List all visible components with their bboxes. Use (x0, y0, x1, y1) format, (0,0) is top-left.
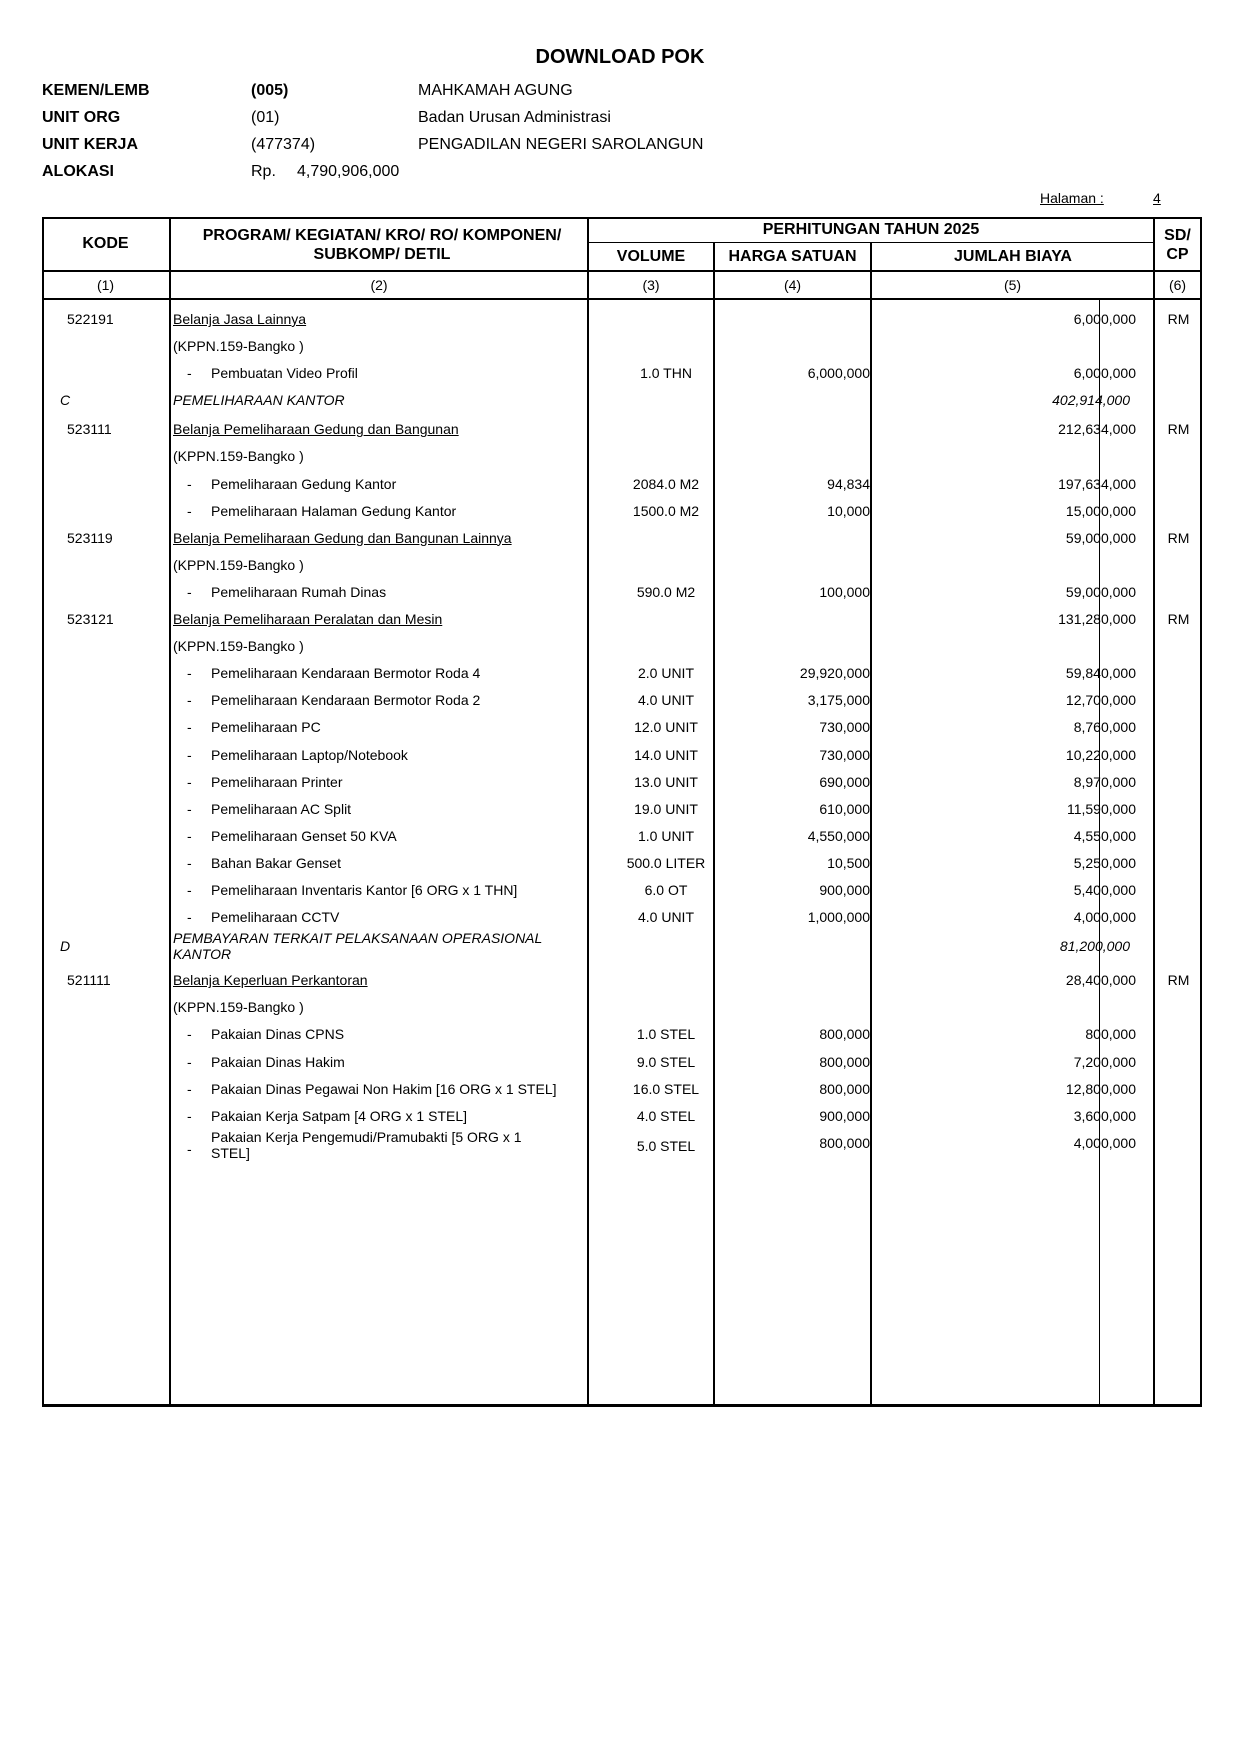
akun-code: 523119 (67, 529, 113, 546)
kppn-label: (KPPN.159-Bangko ) (173, 556, 304, 573)
detail-label: Pemeliharaan CCTV (211, 909, 340, 926)
jumlah-cell: 59,840,000 (1065, 665, 1136, 682)
akun-code: 523111 (67, 421, 112, 438)
header-kode: KODE (82, 235, 129, 252)
colnum-4: (4) (783, 277, 802, 293)
detail-label: Pemeliharaan Halaman Gedung Kantor (211, 502, 457, 519)
volume-cell: 6.0 OT (644, 882, 688, 898)
jumlah-cell: 6,000,000 (1073, 311, 1136, 327)
halaman-number: 4 (1153, 190, 1161, 206)
harga-cell: 610,000 (819, 800, 870, 817)
detail-dash: - (187, 583, 192, 600)
alokasi-label: ALOKASI (42, 163, 114, 180)
harga-cell: 800,000 (819, 1053, 870, 1070)
table-row (42, 930, 1202, 972)
volume-cell: 14.0 UNIT (634, 746, 698, 763)
jumlah-cell: 7,200,000 (1073, 1053, 1136, 1070)
detail-dash: - (187, 365, 192, 382)
harga-cell: 4,550,000 (807, 827, 870, 844)
harga-cell: 6,000,000 (807, 365, 870, 382)
table-row (42, 665, 1202, 692)
detail-dash: - (187, 746, 192, 763)
table-row (42, 311, 1202, 338)
table-row (42, 338, 1202, 365)
header-sdcp: SD/ CP (1164, 226, 1191, 263)
table-row (42, 719, 1202, 746)
jumlah-cell: 8,760,000 (1073, 719, 1136, 736)
detail-label: Pakaian Kerja Satpam [4 ORG x 1 STEL] (211, 1107, 468, 1124)
detail-dash: - (187, 909, 192, 926)
detail-label: Pakaian Dinas CPNS (211, 1026, 345, 1043)
detail-label: Pemeliharaan Rumah Dinas (211, 583, 387, 600)
detail-label: Bahan Bakar Genset (211, 854, 341, 871)
info-value: PENGADILAN NEGERI SAROLANGUN (418, 136, 704, 153)
volume-cell: 2.0 UNIT (637, 665, 694, 682)
info-code: (477374) (251, 136, 316, 153)
komponen-label: PEMELIHARAAN KANTOR (173, 392, 345, 409)
volume-cell: 19.0 UNIT (634, 800, 698, 817)
table-row (42, 999, 1202, 1026)
sd-cell: RM (1167, 972, 1190, 989)
jumlah-cell: 4,000,000 (1073, 1134, 1136, 1151)
jumlah-cell: 197,634,000 (1058, 475, 1136, 492)
akun-label: Belanja Keperluan Perkantoran (173, 972, 368, 989)
volume-cell: 1.0 UNIT (637, 827, 694, 844)
jumlah-cell: 11,590,000 (1066, 800, 1136, 817)
jumlah-cell: 5,400,000 (1073, 882, 1136, 898)
table-row (42, 476, 1202, 503)
harga-cell: 94,834 (827, 475, 870, 492)
akun-label: Belanja Jasa Lainnya (173, 311, 307, 327)
jumlah-cell: 402,914,000 (1052, 392, 1130, 409)
table-row (42, 1081, 1202, 1108)
volume-cell: 5.0 STEL (636, 1137, 696, 1154)
detail-label: Pemeliharaan Laptop/Notebook (211, 746, 408, 763)
akun-code: 522191 (67, 311, 114, 327)
table-row (42, 448, 1202, 475)
table-row (42, 1026, 1202, 1053)
detail-dash: - (187, 773, 192, 790)
detail-dash: - (187, 827, 192, 844)
jumlah-cell: 5,250,000 (1073, 854, 1136, 871)
jumlah-cell: 59,000,000 (1065, 583, 1136, 600)
detail-dash: - (187, 1140, 192, 1157)
jumlah-cell: 8,970,000 (1073, 773, 1136, 790)
table-row (42, 692, 1202, 719)
harga-cell: 800,000 (819, 1080, 870, 1097)
info-label: KEMEN/LEMB (42, 82, 150, 99)
page-title: DOWNLOAD POK (535, 46, 705, 68)
table-row (42, 828, 1202, 855)
table-row (42, 801, 1202, 828)
kppn-label: (KPPN.159-Bangko ) (173, 638, 304, 655)
volume-cell: 2084.0 M2 (632, 475, 700, 492)
komponen-label-line: KANTOR (173, 946, 232, 963)
detail-label: Pemeliharaan Genset 50 KVA (211, 827, 397, 844)
info-value: Badan Urusan Administrasi (418, 109, 611, 126)
sd-cell: RM (1167, 529, 1190, 546)
table-row (42, 747, 1202, 774)
kppn-label: (KPPN.159-Bangko ) (173, 448, 304, 465)
info-code: (005) (251, 82, 289, 99)
colnum-5: (5) (1003, 277, 1022, 293)
detail-dash: - (187, 665, 192, 682)
harga-cell: 900,000 (819, 882, 870, 898)
header-harga: HARGA SATUAN (728, 248, 857, 265)
harga-cell: 800,000 (819, 1134, 870, 1151)
akun-code: 523121 (67, 611, 114, 627)
jumlah-cell: 81,200,000 (1059, 938, 1130, 955)
detail-dash: - (187, 502, 192, 519)
jumlah-cell: 4,000,000 (1073, 909, 1136, 926)
detail-label: Pemeliharaan Gedung Kantor (211, 475, 397, 492)
detail-dash: - (187, 719, 192, 736)
halaman-label: Halaman : (1040, 190, 1104, 206)
jumlah-cell: 12,800,000 (1065, 1080, 1136, 1097)
jumlah-cell: 15,000,000 (1065, 502, 1136, 519)
sd-cell: RM (1167, 421, 1190, 438)
harga-cell: 1,000,000 (807, 909, 870, 926)
colnum-3: (3) (642, 277, 660, 293)
jumlah-cell: 4,550,000 (1073, 827, 1136, 844)
akun-label: Belanja Pemeliharaan Gedung dan Bangunan (173, 421, 459, 438)
volume-cell: 1.0 STEL (636, 1026, 696, 1043)
volume-cell: 9.0 STEL (636, 1053, 696, 1070)
detail-label: Pemeliharaan Inventaris Kantor [6 ORG x 1 THN] (211, 882, 518, 898)
header-jumlah: JUMLAH BIAYA (954, 248, 1072, 265)
detail-label: Pemeliharaan AC Split (211, 800, 352, 817)
table-border-bottom (42, 1404, 1202, 1407)
volume-cell: 590.0 M2 (636, 583, 696, 600)
detail-dash: - (187, 800, 192, 817)
info-label: UNIT ORG (42, 109, 121, 126)
detail-dash: - (187, 1053, 192, 1070)
detail-dash: - (187, 854, 192, 871)
komponen-code: D (60, 938, 71, 955)
sd-cell: RM (1167, 311, 1190, 327)
volume-cell: 12.0 UNIT (634, 719, 698, 736)
harga-cell: 10,500 (827, 854, 870, 871)
jumlah-cell: 59,000,000 (1065, 529, 1136, 546)
table-row (42, 557, 1202, 584)
volume-cell: 4.0 UNIT (637, 909, 694, 926)
colnum-6: (6) (1168, 277, 1187, 293)
volume-cell: 16.0 STEL (632, 1080, 700, 1097)
header-program: PROGRAM/ KEGIATAN/ KRO/ RO/ KOMPONEN/ SUBKOMP/ DETIL (202, 226, 562, 263)
jumlah-cell: 800,000 (1085, 1026, 1136, 1043)
info-label: UNIT KERJA (42, 136, 139, 153)
table-row (42, 882, 1202, 909)
harga-cell: 100,000 (819, 583, 870, 600)
volume-cell: 1.0 THN (640, 365, 692, 382)
detail-dash: - (187, 1080, 192, 1097)
harga-cell: 10,000 (827, 502, 870, 519)
volume-cell: 4.0 STEL (636, 1107, 696, 1124)
harga-cell: 900,000 (819, 1107, 870, 1124)
alokasi-amount: 4,790,906,000 (297, 163, 400, 180)
akun-label: Belanja Pemeliharaan Gedung dan Bangunan Lainnya (173, 529, 512, 546)
jumlah-cell: 131,280,000 (1058, 611, 1136, 627)
harga-cell: 730,000 (819, 719, 870, 736)
detail-label: Pemeliharaan PC (211, 719, 321, 736)
header-perhitungan: PERHITUNGAN TAHUN 2025 (762, 221, 980, 238)
table-row (42, 972, 1202, 999)
detail-label-line: Pakaian Kerja Pengemudi/Pramubakti [5 ORG x 1 (211, 1128, 522, 1145)
table-row (42, 1054, 1202, 1081)
sd-cell: RM (1167, 611, 1190, 627)
jumlah-cell: 12,700,000 (1065, 692, 1136, 709)
komponen-code: C (60, 392, 71, 409)
volume-cell: 1500.0 M2 (632, 502, 700, 519)
akun-label: Belanja Pemeliharaan Peralatan dan Mesin (173, 611, 443, 627)
kppn-label: (KPPN.159-Bangko ) (173, 999, 304, 1016)
detail-label-line: STEL] (211, 1144, 250, 1161)
detail-dash: - (187, 692, 192, 709)
harga-cell: 730,000 (819, 746, 870, 763)
harga-cell: 29,920,000 (799, 665, 870, 682)
table-row (42, 584, 1202, 611)
harga-cell: 690,000 (819, 773, 870, 790)
jumlah-cell: 28,400,000 (1065, 972, 1136, 989)
header-volume: VOLUME (616, 248, 686, 265)
colnum-2: (2) (370, 277, 388, 293)
detail-label: Pakaian Dinas Pegawai Non Hakim [16 ORG x 1 STEL] (211, 1080, 557, 1097)
detail-label (211, 1129, 586, 1161)
table-row (42, 530, 1202, 557)
volume-cell: 4.0 UNIT (637, 692, 694, 709)
table-row (42, 774, 1202, 801)
table-row (42, 638, 1202, 665)
table-row (42, 392, 1202, 419)
info-value: MAHKAMAH AGUNG (418, 82, 573, 99)
info-code: (01) (251, 109, 280, 126)
alokasi-currency: Rp. (251, 163, 276, 180)
jumlah-cell: 212,634,000 (1058, 421, 1136, 438)
table-row (42, 1128, 1202, 1171)
kppn-label: (KPPN.159-Bangko ) (173, 338, 304, 355)
detail-dash: - (187, 1107, 192, 1124)
harga-cell: 3,175,000 (807, 692, 870, 709)
jumlah-cell: 6,000,000 (1073, 365, 1136, 382)
table-row (42, 365, 1202, 392)
detail-label: Pemeliharaan Kendaraan Bermotor Roda 4 (211, 665, 481, 682)
pok-table (42, 217, 1202, 1407)
komponen-label (173, 930, 588, 962)
detail-dash: - (187, 1026, 192, 1043)
jumlah-cell: 10,220,000 (1065, 746, 1136, 763)
table-row (42, 611, 1202, 638)
volume-cell: 13.0 UNIT (634, 773, 698, 790)
akun-code: 521111 (67, 972, 111, 989)
detail-label: Pemeliharaan Printer (211, 773, 343, 790)
table-row (42, 503, 1202, 530)
jumlah-cell: 3,600,000 (1073, 1107, 1136, 1124)
komponen-label-line: PEMBAYARAN TERKAIT PELAKSANAAN OPERASIONAL (173, 930, 543, 947)
volume-cell: 500.0 LITER (626, 854, 706, 871)
detail-dash: - (187, 475, 192, 492)
table-row (42, 421, 1202, 448)
detail-label: Pemeliharaan Kendaraan Bermotor Roda 2 (211, 692, 481, 709)
table-row (42, 855, 1202, 882)
detail-dash: - (187, 882, 192, 898)
colnum-1: (1) (96, 277, 115, 293)
detail-label: Pembuatan Video Profil (211, 365, 358, 382)
detail-label: Pakaian Dinas Hakim (211, 1053, 345, 1070)
harga-cell: 800,000 (819, 1026, 870, 1043)
